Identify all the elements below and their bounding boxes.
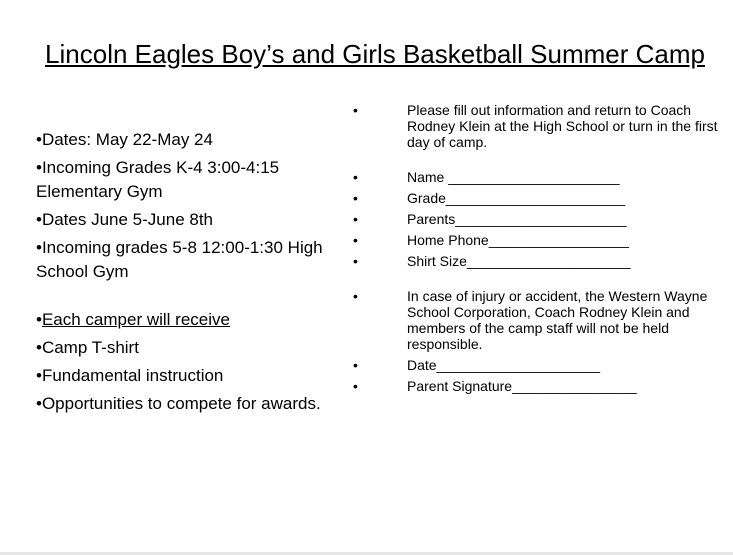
field-parent-signature-label: Parent Signature________________ xyxy=(407,378,637,394)
disclaimer-text: In case of injury or accident, the Western Wayne School Corporation, Coach Rodney Klein and members of the camp staff will not be held responsible. xyxy=(407,288,708,352)
field-grade-label: Grade_______________________ xyxy=(407,190,625,206)
disclaimer xyxy=(353,288,728,352)
field-home-phone-label: Home Phone__________________ xyxy=(407,232,629,248)
receive-heading-text: Each camper will receive xyxy=(41,310,230,329)
bullet: • xyxy=(353,253,358,269)
form-intro xyxy=(353,102,728,150)
bullet: • xyxy=(353,378,358,394)
bullet: • xyxy=(353,288,358,304)
bullet: • xyxy=(353,169,358,185)
dates-session-1: •Dates: May 22-May 24 xyxy=(36,130,213,149)
field-date-label: Date_____________________ xyxy=(407,357,601,373)
field-shirt-size[interactable] xyxy=(353,253,728,269)
field-name-label: Name ______________________ xyxy=(407,169,620,185)
field-name[interactable] xyxy=(353,169,728,185)
field-parents-label: Parents______________________ xyxy=(407,211,627,227)
page-title: Lincoln Eagles Boy’s and Girls Basketball Summer Camp xyxy=(45,39,705,69)
bullet: • xyxy=(36,310,42,329)
field-parent-signature[interactable] xyxy=(353,378,728,394)
bullet: • xyxy=(353,232,358,248)
grades-session-1: •Incoming Grades K-4 3:00-4:15 Elementary Gym xyxy=(36,158,280,201)
bullet: • xyxy=(353,211,358,227)
bullet: • xyxy=(353,190,358,206)
form-intro-text: Please fill out information and return to Coach Rodney Klein at the High School or turn in the first day of camp. xyxy=(407,102,718,150)
receive-item-awards: •Opportunities to compete for awards. xyxy=(36,394,321,413)
field-date[interactable] xyxy=(353,357,728,373)
field-parents[interactable] xyxy=(353,211,728,227)
dates-session-2: •Dates June 5-June 8th xyxy=(36,210,214,229)
field-shirt-size-label: Shirt Size_____________________ xyxy=(407,253,631,269)
bullet: • xyxy=(353,102,358,118)
grades-session-2: •Incoming grades 5-8 12:00-1:30 High School Gym xyxy=(36,238,323,281)
field-grade[interactable] xyxy=(353,190,728,206)
receive-item-tshirt: •Camp T-shirt xyxy=(36,338,139,357)
receive-heading xyxy=(36,308,356,332)
registration-form xyxy=(353,102,728,399)
camp-details xyxy=(36,128,356,420)
receive-item-instruction: •Fundamental instruction xyxy=(36,366,224,385)
field-home-phone[interactable] xyxy=(353,232,728,248)
bullet: • xyxy=(353,357,358,373)
